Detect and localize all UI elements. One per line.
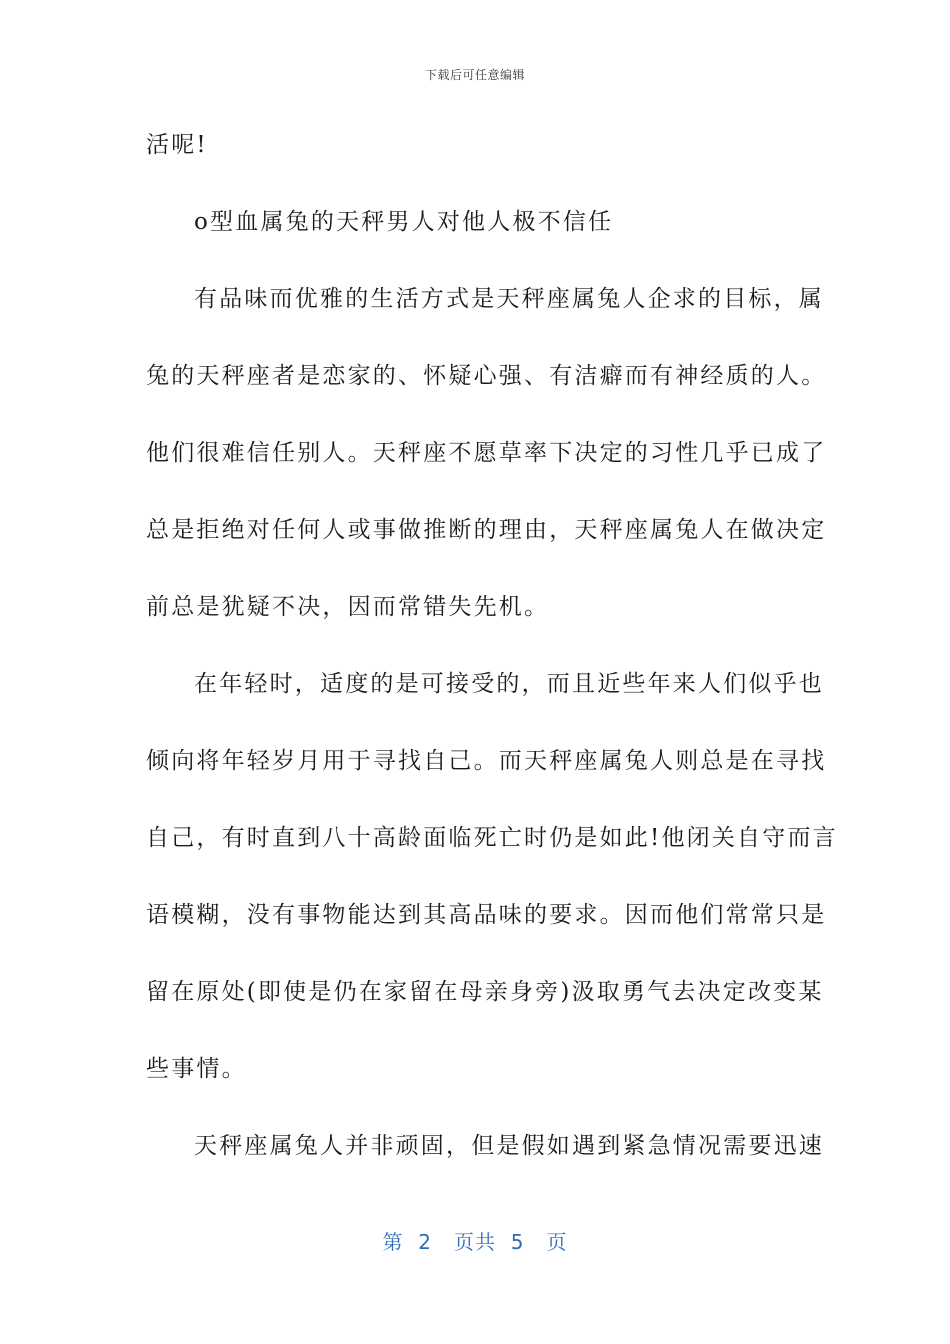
text-line: 语模糊，没有事物能达到其高品味的要求。因而他们常常只是 bbox=[146, 902, 827, 928]
page-footer: 第 2 页共 5 页 bbox=[382, 1230, 568, 1254]
text-line: 活呢! bbox=[146, 132, 208, 158]
text-line: 倾向将年轻岁月用于寻找自己。而天秤座属兔人则总是在寻找 bbox=[146, 748, 827, 774]
section-heading: o型血属兔的天秤男人对他人极不信任 bbox=[194, 209, 614, 235]
text-line: 前总是犹疑不决，因而常错失先机。 bbox=[146, 594, 550, 620]
document-body bbox=[146, 125, 838, 1203]
text-line: 留在原处(即使是仍在家留在母亲身旁)汲取勇气去决定改变某 bbox=[146, 979, 824, 1005]
text-line: 天秤座属兔人并非顽固，但是假如遇到紧急情况需要迅速 bbox=[194, 1133, 824, 1159]
text-line: 他们很难信任别人。天秤座不愿草率下决定的习性几乎已成了 bbox=[146, 440, 827, 466]
page-header: 下载后可任意编辑 bbox=[424, 68, 525, 82]
text-line: 有品味而优雅的生活方式是天秤座属兔人企求的目标，属 bbox=[194, 286, 824, 312]
text-line: 些事情。 bbox=[146, 1056, 247, 1082]
text-line: 总是拒绝对任何人或事做推断的理由，天秤座属兔人在做决定 bbox=[146, 517, 827, 543]
text-line: 兔的天秤座者是恋家的、怀疑心强、有洁癖而有神经质的人。 bbox=[146, 363, 827, 389]
text-line: 在年轻时，适度的是可接受的，而且近些年来人们似乎也 bbox=[194, 671, 824, 697]
text-line: 自己，有时直到八十高龄面临死亡时仍是如此!他闭关自守而言 bbox=[146, 825, 838, 851]
